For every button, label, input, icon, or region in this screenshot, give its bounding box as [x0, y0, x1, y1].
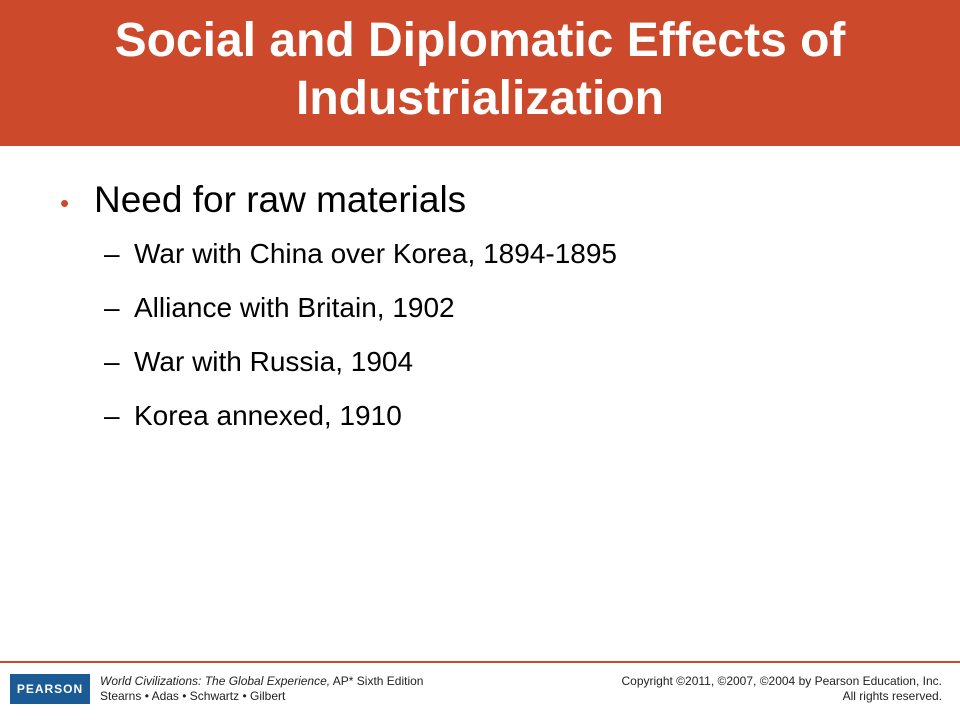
bullet-item: [60, 176, 466, 224]
subpoint-text: War with Russia, 1904: [134, 346, 414, 377]
subpoint-marker: –: [104, 400, 120, 431]
subpoint-marker: –: [104, 346, 120, 377]
book-authors: Stearns • Adas • Schwartz • Gilbert: [100, 689, 286, 703]
subpoint-text: Korea annexed, 1910: [134, 400, 402, 431]
subpoint-item: [104, 398, 402, 434]
rights-text: All rights reserved.: [842, 689, 942, 703]
book-edition: AP* Sixth Edition: [330, 674, 424, 688]
pearson-logo: [10, 674, 90, 704]
bullet-marker: •: [60, 188, 70, 218]
title-bar: [0, 0, 960, 146]
subpoint-item: [104, 344, 413, 380]
footer-copyright: [621, 674, 942, 704]
footer-divider: [0, 661, 960, 663]
logo-text: PEARSON: [16, 682, 84, 696]
subpoint-text: Alliance with Britain, 1902: [134, 292, 455, 323]
subpoint-item: [104, 290, 455, 326]
book-title-line: [100, 674, 423, 689]
bullet-text: Need for raw materials: [94, 179, 467, 220]
slide-title: Social and Diplomatic Effects of Industrialization: [114, 14, 846, 125]
subpoint-marker: –: [104, 292, 120, 323]
subpoint-marker: –: [104, 238, 120, 269]
subpoint-text: War with China over Korea, 1894-1895: [134, 238, 617, 269]
book-title: World Civilizations: The Global Experience,: [100, 674, 331, 688]
footer-book-info: [100, 674, 423, 704]
copyright-text: Copyright ©2011, ©2007, ©2004 by Pearson Education, Inc.: [621, 674, 942, 688]
subpoint-item: [104, 236, 617, 272]
